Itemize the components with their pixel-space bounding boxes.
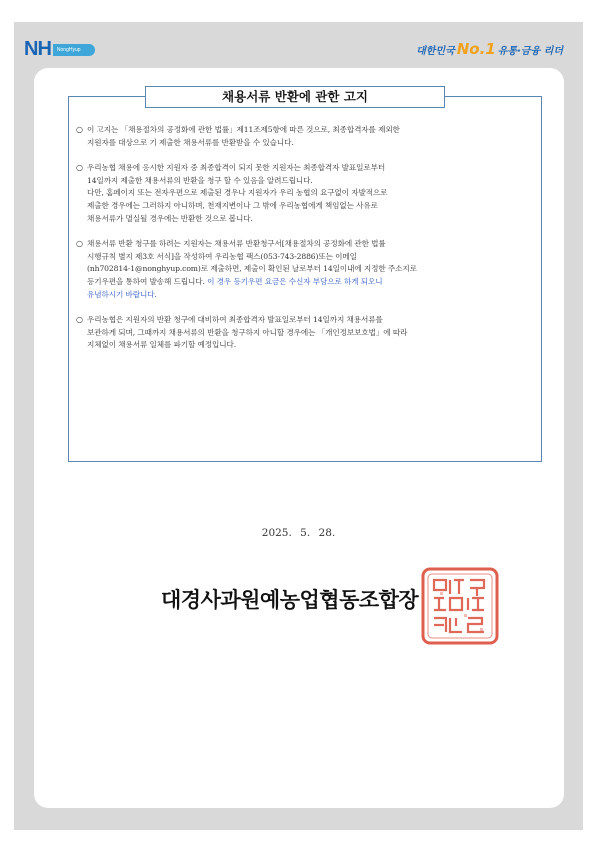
notice-highlight: 유념하시기 바랍니다.: [87, 289, 157, 299]
slogan-rank: No.1: [456, 40, 496, 58]
notice-line: 다만, 홈페이지 또는 전자우편으로 제출된 경우나 지원자가 우리 농협의 요구없이 자발적으로: [87, 188, 388, 198]
notice-line: 채용서류가 멸실될 경우에는 반환한 것으로 봅니다.: [87, 213, 253, 223]
notice-line: 우리농협은 지원자의 반환 청구에 대비하여 최종합격자 발표일로부터 14일까지 채용서류를: [87, 315, 383, 325]
notice-line: 우리농협 채용에 응시한 지원자 중 최종합격이 되지 못한 지원자는 최종합격자 발표일로부터: [87, 163, 386, 173]
notice-title: 채용서류 반환에 관한 고지: [145, 86, 445, 108]
notice-highlight: 이 경우 등기우편 요금은 수신자 부담으로 하게 되오니: [204, 276, 383, 286]
notice-line: 제출한 경우에는 그러하지 아니하며, 천재지변이나 그 밖에 우리농협에게 책임없는 사유로: [87, 200, 378, 210]
bullet-icon: ○: [76, 315, 83, 325]
logo-subtext: NongHyup: [53, 44, 95, 56]
slogan: [416, 40, 563, 58]
notice-text: 등기우편을 통하여 발송해 드립니다.: [87, 276, 205, 286]
notice-line: 시행규칙 별지 제3호 서식]을 작성하여 우리농협 팩스(053-743-2886)또는 이메일: [87, 251, 357, 261]
notice-list: [76, 124, 538, 365]
notice-line: 지체없이 채용서류 일체를 파기할 예정입니다.: [87, 340, 237, 350]
notice-line-mixed: [87, 276, 538, 289]
notice-line: (nh702814-1@nonghyup.com)로 제출하면, 제출이 확인된 날로부터 14일이내에 지정한 주소지로: [87, 264, 417, 274]
notice-item: [76, 314, 538, 352]
issue-date: 2025. 5. 28.: [261, 527, 336, 539]
logo-text: NH: [24, 38, 51, 60]
notice-item: [76, 124, 538, 149]
bullet-icon: ○: [76, 239, 83, 249]
slogan-prefix: 대한민국: [416, 46, 455, 57]
bullet-icon: ○: [76, 125, 83, 134]
notice-line: 14일까지 제출한 채용서류의 반환을 청구 할 수 있음을 알려드립니다.: [87, 175, 313, 185]
notice-line: 보관하게 되며, 그때까지 채용서류의 반환을 청구하지 아니할 경우에는 「개인정보보호법」에 따라: [87, 327, 408, 337]
bullet-icon: ○: [76, 163, 83, 173]
notice-item: [76, 162, 538, 225]
notice-line: 이 고지는 「채용절차의 공정화에 관한 법률」제11조제5항에 따른 것으로, 최종합격자를 제외한: [87, 125, 400, 134]
official-seal-icon: [420, 566, 500, 646]
notice-line: 지원자를 대상으로 기 제출한 채용서류를 반환받을 수 있습니다.: [87, 137, 294, 147]
organization-name: 대경사과원예농업협동조합장: [161, 587, 419, 612]
notice-item: [76, 238, 538, 301]
slogan-suffix: 유통·금융 리더: [497, 46, 563, 57]
nh-logo: [24, 38, 95, 61]
notice-line: 채용서류 반환 청구를 하려는 지원자는 채용서류 반환청구서[채용절차의 공정화에 관한 법률: [87, 239, 386, 249]
